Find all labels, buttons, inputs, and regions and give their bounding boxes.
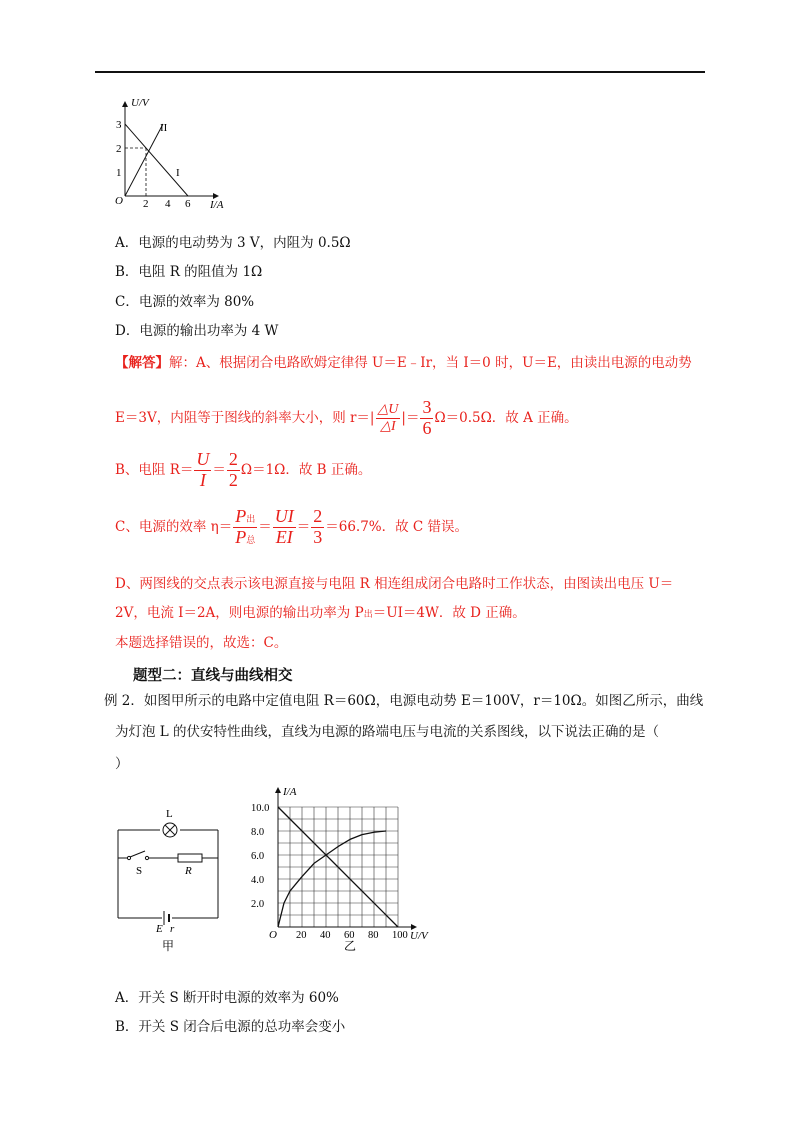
solution-a-line1: 【解答】解：A、根据闭合电路欧姆定律得 U＝E﹣Ir，当 I＝0 时，U＝E，由读出电源的电动势 <box>115 355 692 371</box>
x-tick-label: 20 <box>296 930 307 941</box>
example2-line1: 例 2．如图甲所示的电路中定值电阻 R＝60Ω，电源电动势 E＝100V，r＝10Ω。如图乙所示，曲线 <box>104 693 704 709</box>
origin-label: O <box>269 929 277 941</box>
solution-a-line2: E＝3V，内阻等于图线的斜率大小，则 r＝| $\frac{\triangle U}{\triangle I}$ |＝ $\frac{3}{6}$ Ω＝0.5Ω．故 A 正确。 <box>115 397 578 438</box>
resistor-icon <box>178 854 202 862</box>
circuit-caption: 甲 <box>162 939 175 953</box>
circuit-diagram <box>110 800 225 960</box>
example2-line3: ） <box>115 756 129 772</box>
emf-label: E <box>156 923 163 935</box>
switch-label: S <box>136 865 143 877</box>
fraction-p-out-over-p-total: $\frac{\text{P出}}{\text{P总}}$ <box>235 506 256 547</box>
y-axis-label: I/A <box>283 786 297 798</box>
q1-option-b: B．电阻 R 的阻值为 1Ω <box>115 264 263 280</box>
line-I <box>125 124 188 196</box>
fraction-2-over-2: $\frac{2}{2}$ <box>228 449 238 490</box>
fraction-3-over-6: $\frac{3}{6}$ <box>422 397 432 438</box>
resistor-label: R <box>185 865 192 877</box>
y-tick: 2 <box>116 143 122 155</box>
y-tick-label: 2.0 <box>251 899 265 910</box>
x-tick: 6 <box>185 198 191 210</box>
x-tick-label: 80 <box>368 930 379 941</box>
section-heading: 题型二：直线与曲线相交 <box>133 668 293 684</box>
fraction-u-over-i: $\frac{U}{I}$ <box>196 449 210 490</box>
fraction-2-over-3: $\frac{2}{3}$ <box>313 506 323 547</box>
lamp-label: L <box>166 808 173 820</box>
x-tick-label: 60 <box>344 930 355 941</box>
lamp-icon <box>163 823 177 837</box>
switch-icon <box>127 851 148 860</box>
q2-option-a: A．开关 S 断开时电源的效率为 60% <box>115 990 339 1006</box>
iu-graph-2 <box>250 782 440 954</box>
x-tick: 4 <box>165 198 171 210</box>
line-II <box>125 124 163 196</box>
line-I-label: I <box>176 167 180 179</box>
solution-d-line1: D、两图线的交点表示该电源直接与电阻 R 相连组成闭合电路时工作状态，由图读出电压 U＝ <box>115 576 674 592</box>
solution-b: B、电阻 R＝ $\frac{U}{I}$ ＝ $\frac{2}{2}$ Ω＝1Ω．故 B 正确。 <box>115 449 372 490</box>
header-rule <box>95 71 705 73</box>
fraction-delta-u-over-delta-i: $\frac{\triangle U}{\triangle I}$ <box>377 402 399 434</box>
example2-line2: 为灯泡 L 的伏安特性曲线，直线为电源的路端电压与电流的关系图线，以下说法正确的是（ <box>115 724 660 740</box>
solution-conclusion: 本题选择错误的，故选：C。 <box>115 635 288 651</box>
q2-option-b: B．开关 S 闭合后电源的总功率会变小 <box>115 1019 346 1035</box>
q1-option-d: D．电源的输出功率为 4 W <box>115 323 279 339</box>
battery-icon <box>164 911 169 925</box>
line-II-label: II <box>160 122 168 134</box>
y-tick: 3 <box>116 119 122 131</box>
internal-r-label: r <box>170 923 175 935</box>
x-tick-label: 100 <box>392 930 408 941</box>
y-axis-label: U/V <box>131 97 149 109</box>
ui-graph-1 <box>110 92 235 210</box>
y-tick-label: 10.0 <box>251 803 270 814</box>
y-tick: 1 <box>116 167 122 179</box>
graph2-caption: 乙 <box>344 939 357 953</box>
solution-d-line2: 2V，电流 I＝2A，则电源的输出功率为 P出＝UI＝4W．故 D 正确。 <box>115 605 526 621</box>
x-axis-label: I/A <box>210 199 224 210</box>
q1-option-a: A．电源的电动势为 3 V，内阻为 0.5Ω <box>115 235 351 251</box>
y-tick-label: 8.0 <box>251 827 265 838</box>
solution-c: C、电源的效率 η＝ $\frac{\text{P出}}{\text{P总}}$ ＝ $\frac{UI}{EI}$ ＝ $\frac{2}{3}$ ＝66.7%．故 C 错误。 <box>115 506 469 547</box>
q1-option-c: C．电源的效率为 80% <box>115 294 255 310</box>
x-tick: 2 <box>143 198 149 210</box>
y-tick-label: 4.0 <box>251 875 265 886</box>
x-axis-label: U/V <box>410 930 428 942</box>
solution-tag: 【解答】 <box>115 355 169 371</box>
x-tick-label: 40 <box>320 930 331 941</box>
y-tick-label: 6.0 <box>251 851 265 862</box>
fraction-ui-over-ei: $\frac{UI}{EI}$ <box>274 506 294 547</box>
origin-label: O <box>115 195 123 207</box>
